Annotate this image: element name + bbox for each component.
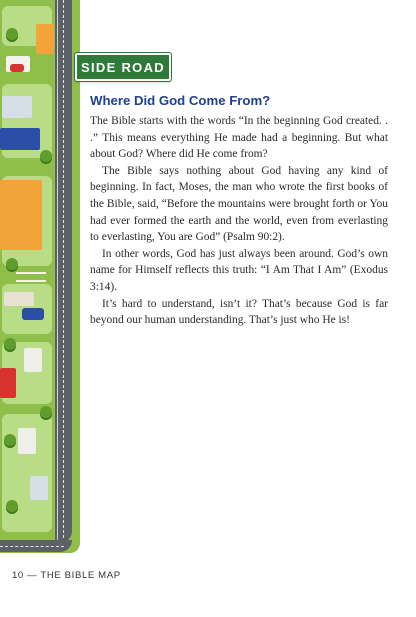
map-building — [24, 348, 42, 372]
page-footer: 10 — THE BIBLE MAP — [12, 570, 121, 581]
side-road-sign: SIDE ROAD — [75, 53, 171, 81]
map-tree — [6, 258, 18, 270]
map-tree — [40, 406, 52, 418]
map-building — [4, 292, 34, 306]
map-tree — [6, 500, 18, 512]
paragraph: It’s hard to understand, isn’t it? That’s because God is far beyond our human understanding. That’s just who He is! — [90, 297, 388, 327]
body-text — [90, 113, 388, 329]
paragraph: The Bible says nothing about God having any kind of beginning. In fact, Moses, the man who wrote the first books of the Bible, said, “Before the mountains were brought forth or You had ever formed the earth and the world, even from everlasting to everlasting, You are God” (Psalm 90:2). — [90, 164, 388, 244]
map-building — [0, 128, 40, 150]
map-tree — [4, 434, 16, 446]
map-road-vertical — [55, 0, 72, 543]
map-car — [22, 308, 44, 320]
paragraph: The Bible starts with the words “In the beginning God created. . .” This means everything He made had a beginning. But what about God? Where did He come from? — [90, 115, 388, 161]
paragraph: In other words, God has just always been around. God’s own name for Himself reflects this truth: “I Am That I Am” (Exodus 3:14). — [90, 247, 388, 293]
map-tree — [4, 338, 16, 350]
map-building — [30, 476, 48, 500]
map-building — [36, 24, 54, 54]
map-illustration — [0, 0, 80, 553]
map-tree — [40, 150, 52, 162]
map-building — [0, 180, 42, 250]
map-car — [10, 64, 24, 72]
map-building — [2, 96, 32, 118]
section-heading: Where Did God Come From? — [90, 93, 271, 108]
map-building — [18, 428, 36, 454]
map-fence — [16, 272, 46, 282]
map-tree — [6, 28, 18, 40]
map-building — [0, 368, 16, 398]
map-road-horizontal — [0, 540, 72, 552]
